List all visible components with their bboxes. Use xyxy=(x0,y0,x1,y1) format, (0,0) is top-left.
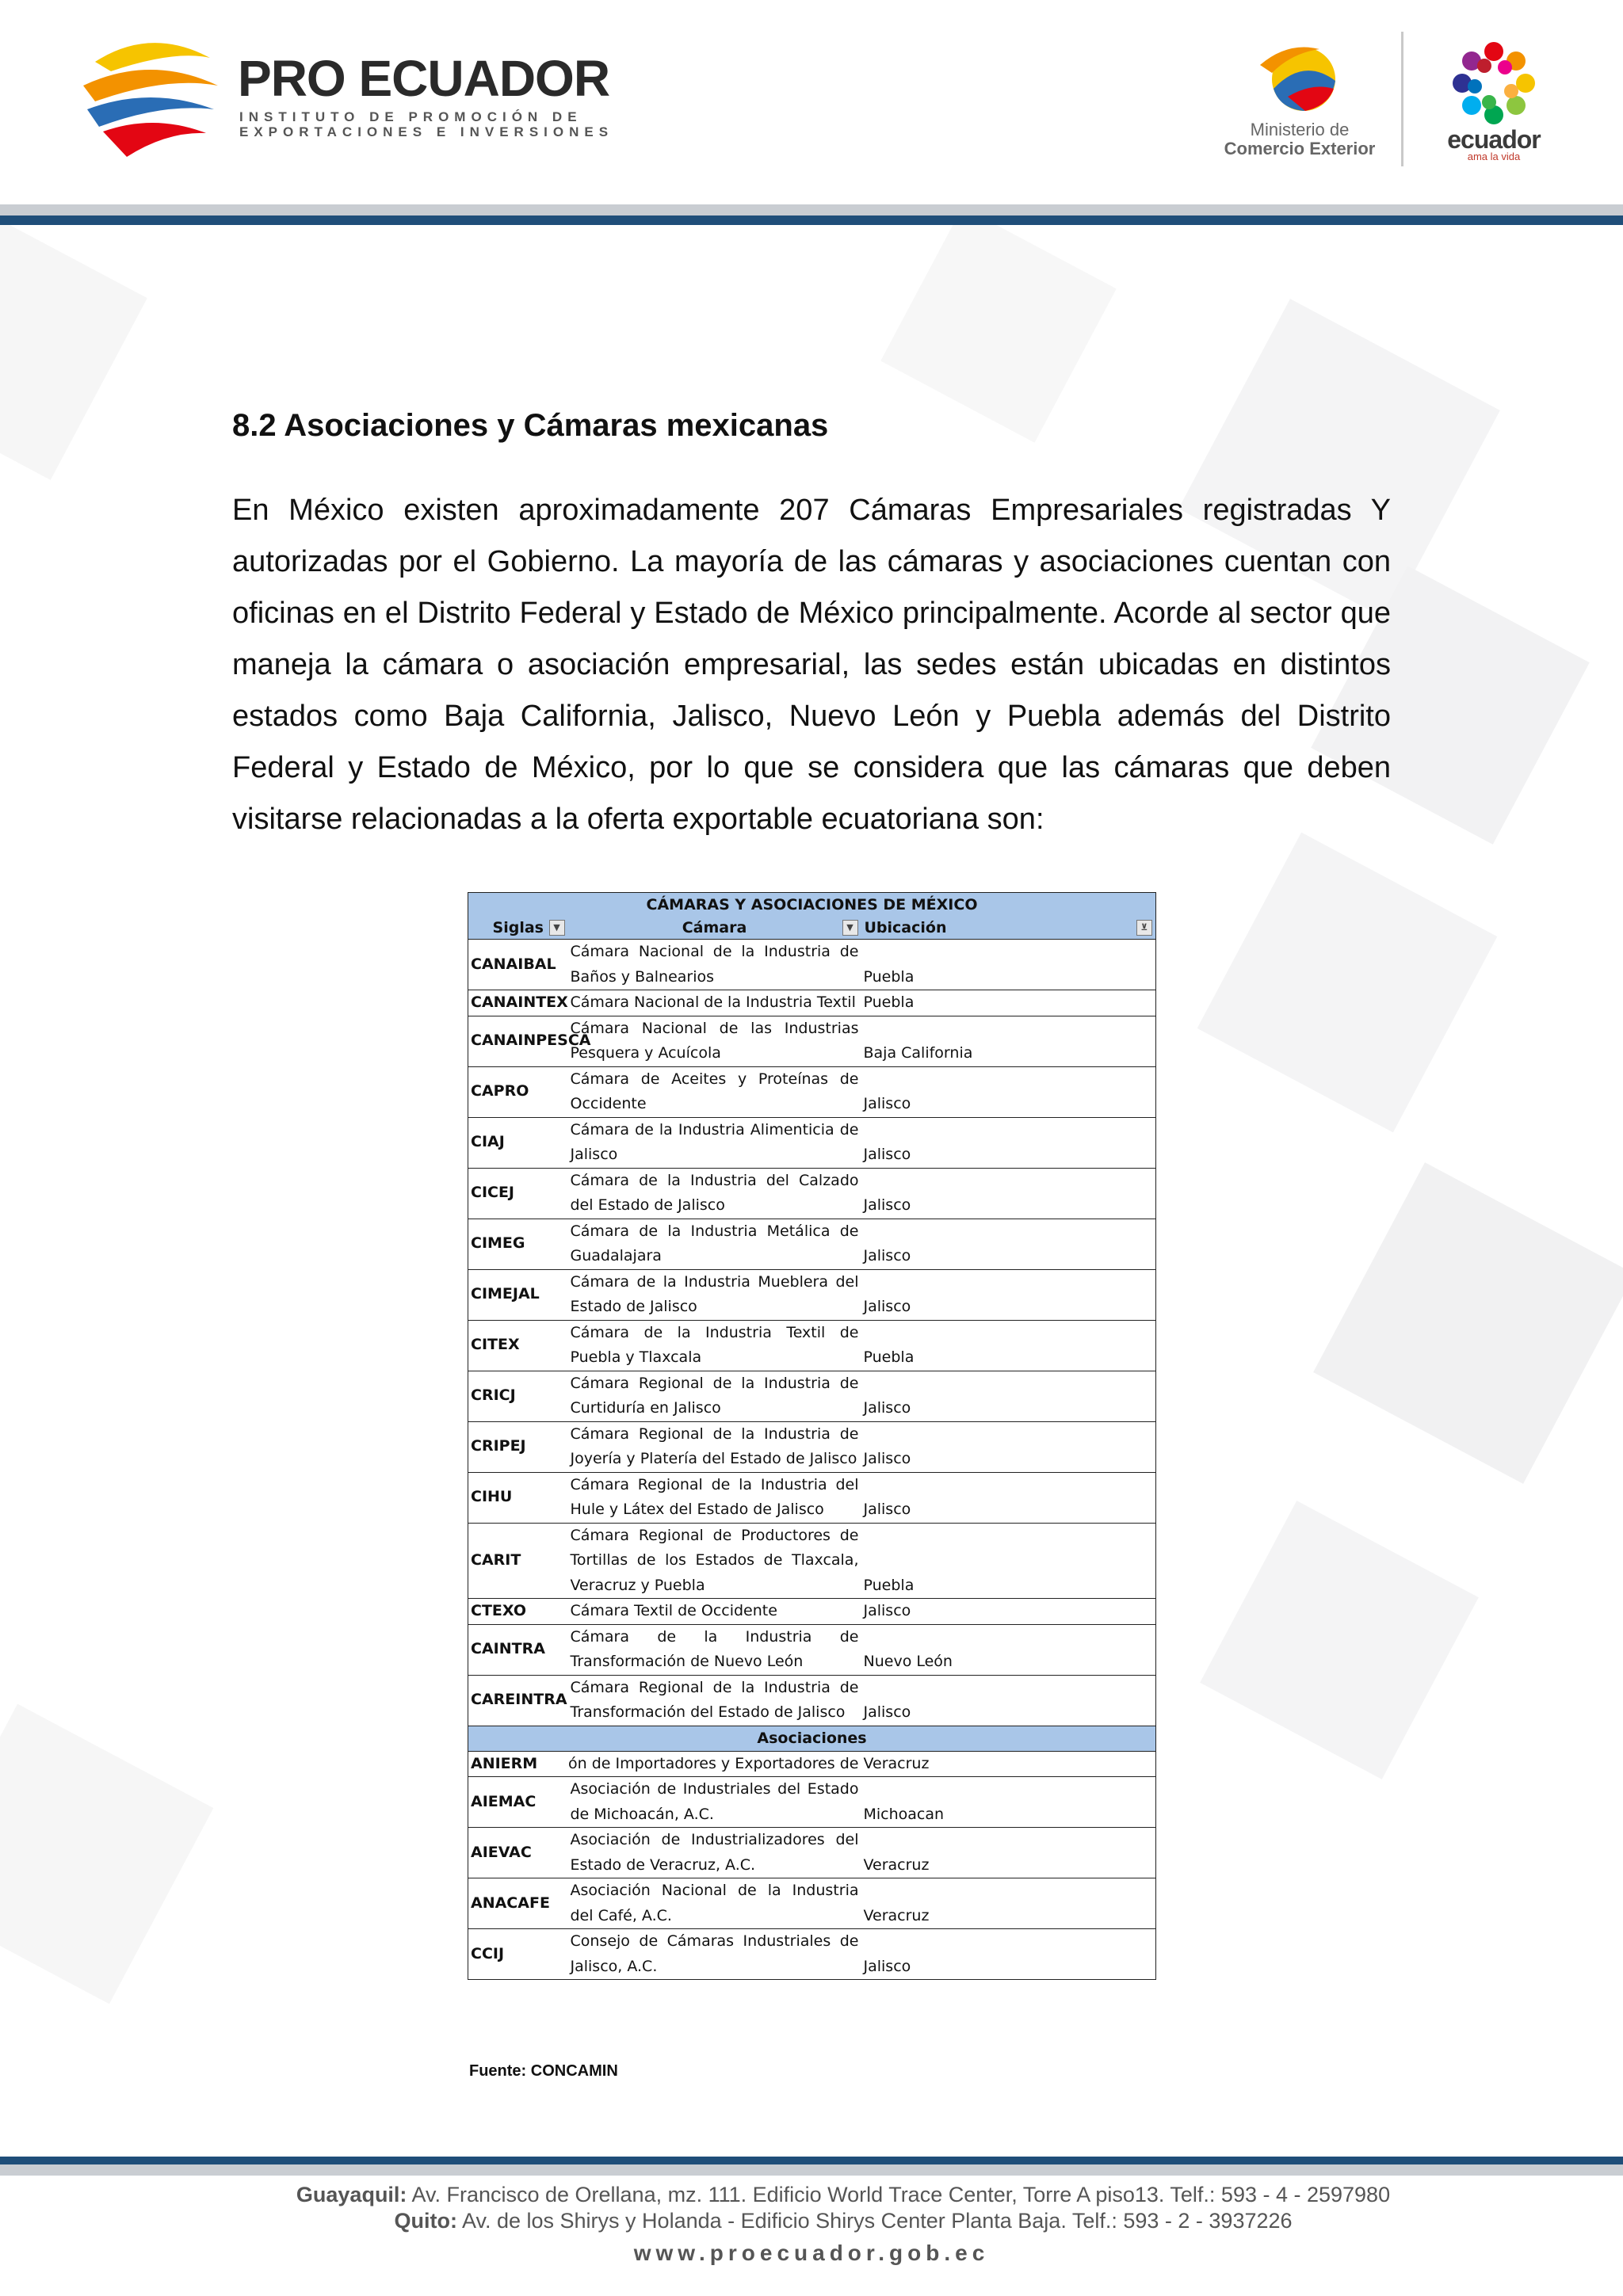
footer-city-label: Guayaquil: xyxy=(296,2183,407,2206)
cell-ubicacion: Jalisco xyxy=(861,1675,1156,1726)
header-band-blue xyxy=(0,215,1623,225)
background-shape xyxy=(1313,1162,1623,1484)
table-row xyxy=(468,1016,1156,1066)
logo-title: PRO ECUADOR xyxy=(238,50,610,107)
logo-subtitle-line-2: EXPORTACIONES E INVERSIONES xyxy=(239,124,614,139)
cell-siglas: ANIERM xyxy=(468,1751,568,1777)
table-row xyxy=(468,1599,1156,1625)
brand-tagline: ama la vida xyxy=(1467,151,1521,162)
table-row xyxy=(468,990,1156,1016)
cell-ubicacion: Jalisco xyxy=(861,1168,1156,1219)
column-header-ubicacion xyxy=(861,916,1156,940)
intro-paragraph: En México existen aproximadamente 207 Cámaras Empresariales registradas Y autorizadas por el Gobierno. La mayoría de las cámaras y asociaciones cuentan con oficinas en el Distrito Federal y Estado de México principalmente. Acorde al sector que maneja la cámara o asociación empresarial, las sedes están ubicadas en distintos estados como Baja California, Jalisco, Nuevo León y Puebla además del Distrito Federal y Estado de México, por lo que se considera que las cámaras que deben visitarse relacionadas a la oferta exportable ecuatoriana son: xyxy=(232,494,1391,836)
cell-siglas: CIMEG xyxy=(468,1219,568,1269)
background-shape xyxy=(0,201,147,480)
cell-camara: Cámara Regional de Productores de Tortillas de los Estados de Tlaxcala, Veracruz y Puebla xyxy=(568,1523,861,1599)
cell-camara: Cámara de la Industria Mueblera del Estado de Jalisco xyxy=(568,1269,861,1320)
cell-siglas: CCIJ xyxy=(468,1929,568,1980)
cell-ubicacion: Puebla xyxy=(861,990,1156,1016)
cell-siglas: AIEVAC xyxy=(468,1828,568,1878)
column-header-label: Cámara xyxy=(682,918,747,936)
cell-camara: Cámara Nacional de la Industria Textil xyxy=(568,990,861,1016)
cell-camara: Cámara Textil de Occidente xyxy=(568,1599,861,1625)
chambers-table xyxy=(468,892,1156,1980)
table-row xyxy=(468,1751,1156,1777)
section-row-asociaciones: Asociaciones xyxy=(468,1726,1156,1751)
ministry-name xyxy=(1216,120,1383,158)
cell-ubicacion: Jalisco xyxy=(861,1269,1156,1320)
cell-siglas: CIAJ xyxy=(468,1117,568,1168)
section-heading: 8.2 Asociaciones y Cámaras mexicanas xyxy=(232,408,829,443)
cell-camara: Asociación Nacional de la Industria del Café, A.C. xyxy=(568,1878,861,1929)
table-row xyxy=(468,1421,1156,1472)
cell-siglas: CARIT xyxy=(468,1523,568,1599)
background-shape xyxy=(880,207,1117,443)
ecuador-brand-icon xyxy=(1446,36,1541,131)
table-row xyxy=(468,1828,1156,1878)
filter-active-icon[interactable]: ⊻ xyxy=(1136,920,1152,936)
cell-ubicacion: Puebla xyxy=(861,1523,1156,1599)
cell-ubicacion: Baja California xyxy=(861,1016,1156,1066)
footer-address-text: Av. Francisco de Orellana, mz. 111. Edificio World Trace Center, Torre A piso13. Telf.: 593 - 4 - 2597980 xyxy=(407,2183,1391,2206)
logo-subtitle xyxy=(239,109,613,139)
cell-ubicacion: Jalisco xyxy=(861,1421,1156,1472)
column-header-label: Siglas xyxy=(492,918,544,936)
cell-siglas: CAINTRA xyxy=(468,1624,568,1675)
cell-ubicacion: Jalisco xyxy=(861,1219,1156,1269)
cell-camara: Cámara de la Industria del Calzado del Estado de Jalisco xyxy=(568,1168,861,1219)
ministry-logo-icon xyxy=(1256,33,1343,120)
ministry-line-1: Ministerio de xyxy=(1250,120,1350,139)
cell-camara: Cámara Nacional de las Industrias Pesquera y Acuícola xyxy=(568,1016,861,1066)
cell-camara: Cámara de la Industria Textil de Puebla y Tlaxcala xyxy=(568,1320,861,1371)
cell-siglas: CICEJ xyxy=(468,1168,568,1219)
cell-ubicacion: Jalisco xyxy=(861,1371,1156,1421)
cell-siglas: CAPRO xyxy=(468,1066,568,1117)
cell-camara: Cámara de la Industria de Transformación de Nuevo León xyxy=(568,1624,861,1675)
cell-camara: Cámara Regional de la Industria de Curtiduría en Jalisco xyxy=(568,1371,861,1421)
pro-ecuador-logo-icon xyxy=(79,30,222,165)
background-shape xyxy=(1200,1501,1479,1779)
column-header-camara xyxy=(568,916,861,940)
footer-address-text: Av. de los Shirys y Holanda - Edificio Shirys Center Planta Baja. Telf.: 593 - 2 - 3937226 xyxy=(456,2209,1293,2233)
chambers-table-container xyxy=(468,892,1155,1980)
cell-ubicacion: Veracruz xyxy=(861,1878,1156,1929)
table-row xyxy=(468,940,1156,990)
footer-band-blue xyxy=(0,2157,1623,2164)
footer-city-label: Quito: xyxy=(394,2209,457,2233)
cell-ubicacion: Puebla xyxy=(861,1320,1156,1371)
cell-siglas: CANAINTEX xyxy=(468,990,568,1016)
footer-band-gray xyxy=(0,2164,1623,2176)
table-title: CÁMARAS Y ASOCIACIONES DE MÉXICO xyxy=(468,893,1156,917)
table-row xyxy=(468,1472,1156,1523)
cell-siglas: AIEMAC xyxy=(468,1777,568,1828)
background-shape xyxy=(1197,833,1498,1133)
cell-camara: Asociación de Industriales del Estado de Michoacán, A.C. xyxy=(568,1777,861,1828)
page-header xyxy=(0,0,1623,202)
cell-camara: Cámara Regional de la Industria de Joyería y Platería del Estado de Jalisco xyxy=(568,1421,861,1472)
table-row xyxy=(468,1878,1156,1929)
cell-ubicacion: Michoacan xyxy=(861,1777,1156,1828)
cell-siglas: CITEX xyxy=(468,1320,568,1371)
cell-camara: ón de Importadores y Exportadores de xyxy=(568,1751,861,1777)
table-row xyxy=(468,1269,1156,1320)
cell-ubicacion: Nuevo León xyxy=(861,1624,1156,1675)
cell-camara: Cámara de la Industria Alimenticia de Jalisco xyxy=(568,1117,861,1168)
cell-siglas: CTEXO xyxy=(468,1599,568,1625)
cell-camara: Cámara Regional de la Industria de Transformación del Estado de Jalisco xyxy=(568,1675,861,1726)
table-row xyxy=(468,1320,1156,1371)
table-row xyxy=(468,1371,1156,1421)
cell-camara: Cámara Nacional de la Industria de Baños y Balnearios xyxy=(568,940,861,990)
cell-siglas: CRICJ xyxy=(468,1371,568,1421)
associations-body xyxy=(468,1751,1156,1980)
table-row xyxy=(468,1624,1156,1675)
cell-camara: Cámara de Aceites y Proteínas de Occidente xyxy=(568,1066,861,1117)
table-row xyxy=(468,1929,1156,1980)
table-row xyxy=(468,1066,1156,1117)
cell-ubicacion: Jalisco xyxy=(861,1117,1156,1168)
table-row xyxy=(468,1117,1156,1168)
header-divider xyxy=(1401,32,1403,166)
cell-ubicacion: Jalisco xyxy=(861,1929,1156,1980)
table-row xyxy=(468,1219,1156,1269)
table-row xyxy=(468,1168,1156,1219)
table-row xyxy=(468,1523,1156,1599)
cell-camara: Cámara de la Industria Metálica de Guadalajara xyxy=(568,1219,861,1269)
header-band-gray xyxy=(0,204,1623,215)
column-header-label: Ubicación xyxy=(864,918,947,936)
cell-ubicacion: Jalisco xyxy=(861,1599,1156,1625)
chambers-body xyxy=(468,940,1156,1726)
column-header-siglas xyxy=(468,916,568,940)
filter-dropdown-icon[interactable]: ▼ xyxy=(549,920,565,936)
cell-siglas: CANAIBAL xyxy=(468,940,568,990)
cell-camara: Asociación de Industrializadores del Estado de Veracruz, A.C. xyxy=(568,1828,861,1878)
ministry-line-2: Comercio Exterior xyxy=(1224,139,1376,158)
cell-siglas: CANAINPESCA xyxy=(468,1016,568,1066)
source-note: Fuente: CONCAMIN xyxy=(469,2062,618,2080)
cell-camara: Cámara Regional de la Industria del Hule y Látex del Estado de Jalisco xyxy=(568,1472,861,1523)
cell-siglas: CIMEJAL xyxy=(468,1269,568,1320)
background-shape xyxy=(0,1704,213,2004)
cell-siglas: CRIPEJ xyxy=(468,1421,568,1472)
footer-address-quito xyxy=(32,2209,1623,2233)
brand-word: ecuador xyxy=(1447,125,1541,154)
cell-ubicacion: Jalisco xyxy=(861,1066,1156,1117)
cell-ubicacion: Veracruz xyxy=(861,1751,1156,1777)
table-row xyxy=(468,1777,1156,1828)
cell-siglas: ANACAFE xyxy=(468,1878,568,1929)
footer-website-link[interactable]: www.proecuador.gob.ec xyxy=(633,2241,990,2265)
footer-address-guayaquil xyxy=(32,2183,1623,2207)
cell-siglas: CAREINTRA xyxy=(468,1675,568,1726)
cell-ubicacion: Puebla xyxy=(861,940,1156,990)
table-row xyxy=(468,1675,1156,1726)
logo-subtitle-line-1: INSTITUTO DE PROMOCIÓN DE xyxy=(239,109,582,124)
cell-camara: Consejo de Cámaras Industriales de Jalisco, A.C. xyxy=(568,1929,861,1980)
filter-dropdown-icon[interactable]: ▼ xyxy=(842,920,858,936)
cell-siglas: CIHU xyxy=(468,1472,568,1523)
cell-ubicacion: Veracruz xyxy=(861,1828,1156,1878)
cell-ubicacion: Jalisco xyxy=(861,1472,1156,1523)
